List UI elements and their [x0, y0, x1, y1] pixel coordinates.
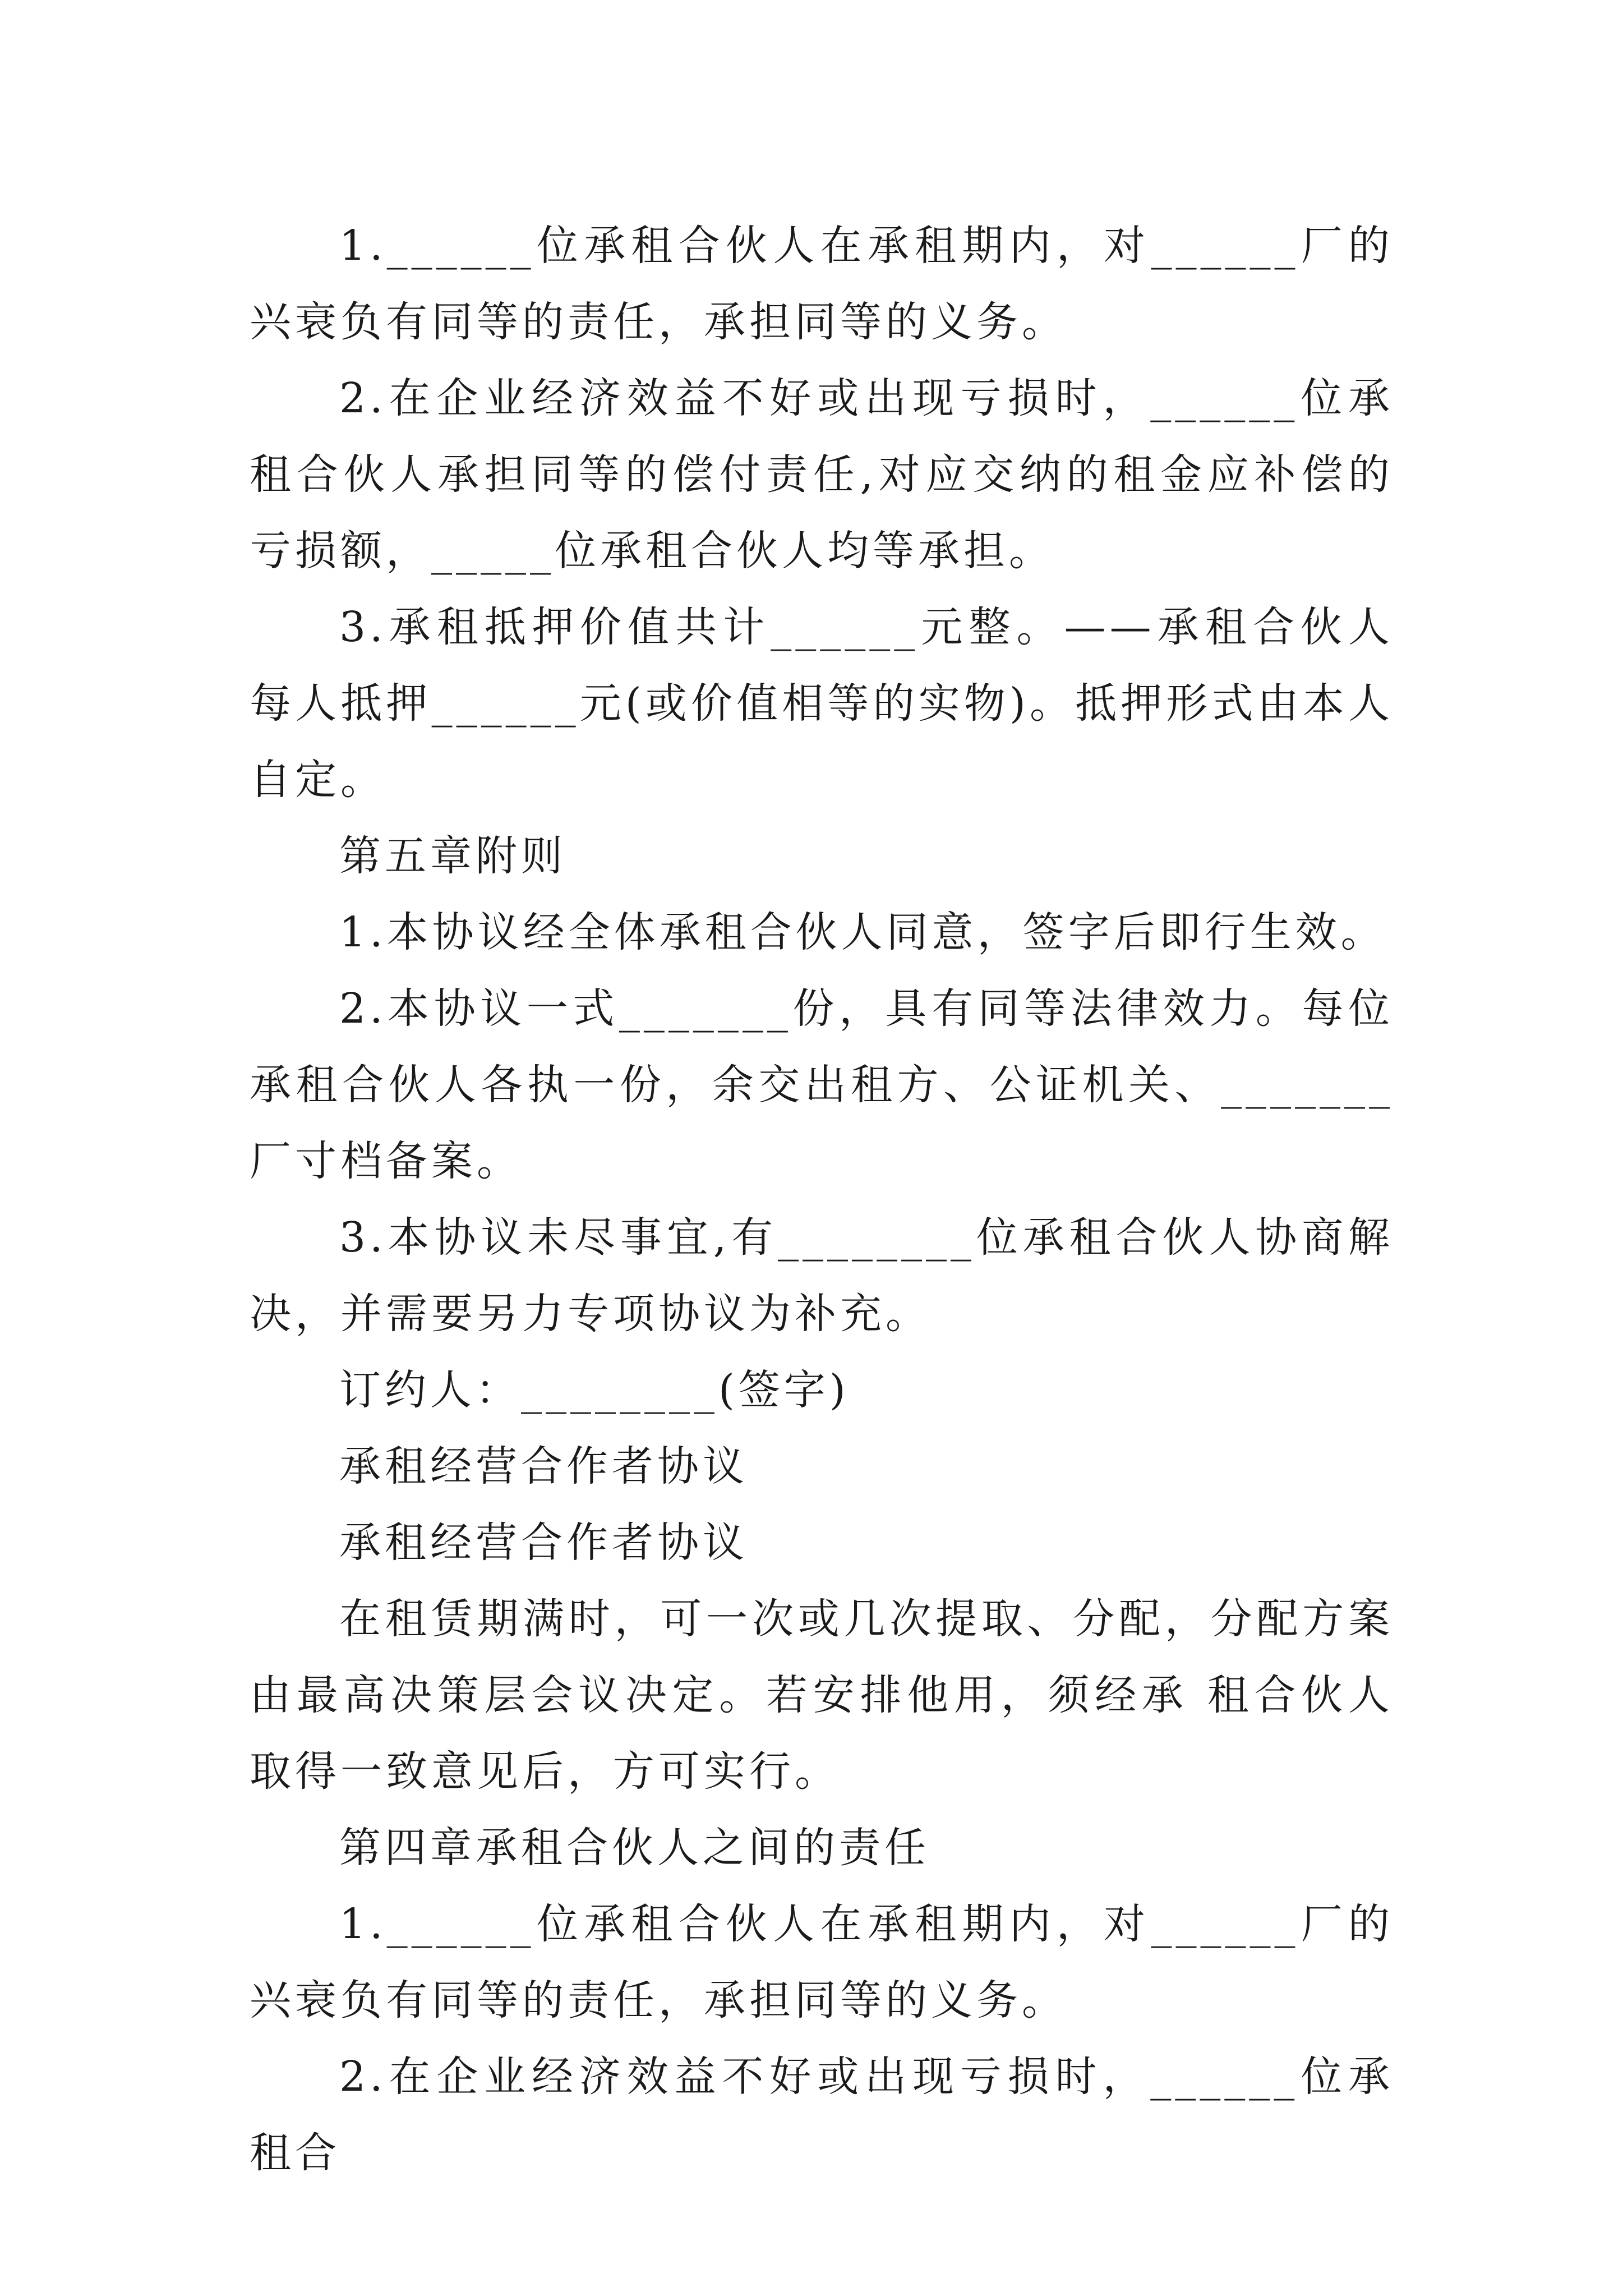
paragraph: 1.本协议经全体承租合伙人同意，签字后即行生效。 [339, 908, 1386, 956]
paragraph: 在租赁期满时，可一次或几次提取、分配，分配方案由最高决策层会议决定。若安排他用，须经承 租合伙人取得一致意见后，方可实行。 [250, 1595, 1394, 1796]
document-title: 承租经营合作者协议 [339, 1442, 748, 1490]
document-title: 承租经营合作者协议 [339, 1519, 748, 1567]
section-heading: 第五章附则 [339, 832, 566, 880]
document-body [250, 208, 1394, 2191]
paragraph: 2.在企业经济效益不好或出现亏损时，______位承租合伙人承担同等的偿付责任,对应交纳的租金应补偿的亏损额，_____位承租合伙人均等承担。 [250, 374, 1394, 575]
section-heading: 第四章承租合伙人之间的责任 [339, 1824, 930, 1872]
signature-line: 订约人：________(签字) [339, 1366, 850, 1414]
paragraph: 3.承租抵押价值共计______元整。——承租合伙人每人抵押______元(或价值相等的实物)。抵押形式由本人自定。 [250, 603, 1394, 804]
paragraph: 1.______位承租合伙人在承租期内，对______厂的兴衰负有同等的责任，承担同等的义务。 [250, 222, 1394, 346]
paragraph: 2.本协议一式_______份，具有同等法律效力。每位承租合伙人各执一份，余交出租方、公证机关、_______厂寸档备案。 [250, 984, 1394, 1185]
paragraph: 3.本协议未尽事宜,有________位承租合伙人协商解决，并需要另力专项协议为补充。 [250, 1213, 1394, 1338]
paragraph: 2.在企业经济效益不好或出现亏损时，______位承租合 [250, 2053, 1394, 2177]
paragraph: 1.______位承租合伙人在承租期内，对______厂的兴衰负有同等的责任，承担同等的义务。 [250, 1900, 1394, 2024]
